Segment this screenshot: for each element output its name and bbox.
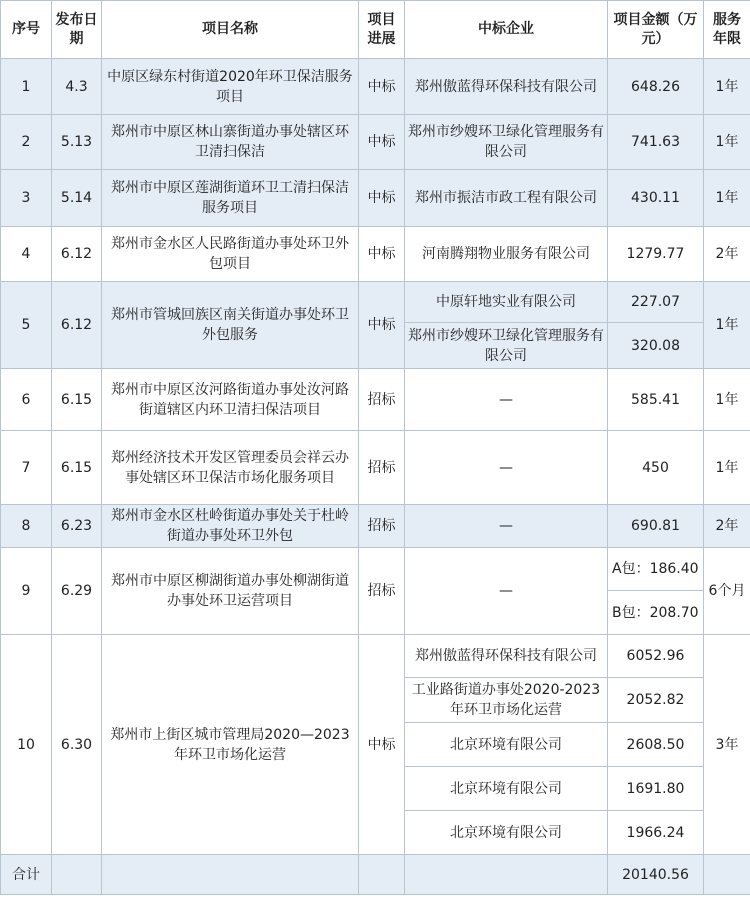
cell-date: 6.30 [52, 635, 102, 855]
cell-status: 中标 [359, 227, 405, 282]
cell-no: 2 [1, 115, 52, 170]
cell-amount: 648.26 [608, 59, 704, 115]
cell-no: 8 [1, 505, 52, 548]
cell-company: 河南腾翔物业服务有限公司 [405, 227, 608, 282]
cell-no: 7 [1, 431, 52, 505]
cell-company: 工业路街道办事处2020-2023年环卫市场化运营 [405, 678, 608, 723]
cell-name: 郑州市金水区杜岭街道办事处关于杜岭街道办事处环卫外包 [102, 505, 359, 548]
cell-company: 北京环境有限公司 [405, 723, 608, 767]
total-empty-years [704, 855, 750, 895]
cell-name: 郑州市中原区汝河路街道办事处汝河路街道辖区内环卫清扫保洁项目 [102, 369, 359, 431]
total-empty-company [405, 855, 608, 895]
cell-date: 6.12 [52, 282, 102, 369]
cell-name: 郑州市金水区人民路街道办事处环卫外包项目 [102, 227, 359, 282]
cell-status: 招标 [359, 505, 405, 548]
header-row [1, 1, 750, 59]
header-no: 序号 [1, 1, 52, 59]
table-row [1, 548, 750, 591]
cell-company: 郑州傲蓝得环保科技有限公司 [405, 59, 608, 115]
cell-amount: 6052.96 [608, 635, 704, 678]
cell-amount: 1966.24 [608, 811, 704, 855]
cell-name: 郑州市中原区林山寨街道办事处辖区环卫清扫保洁 [102, 115, 359, 170]
cell-amount: 320.08 [608, 323, 704, 369]
cell-amount: 430.11 [608, 170, 704, 227]
cell-status: 中标 [359, 115, 405, 170]
cell-company: — [405, 548, 608, 635]
cell-status: 中标 [359, 635, 405, 855]
cell-amount: 1279.77 [608, 227, 704, 282]
header-name: 项目名称 [102, 1, 359, 59]
header-amount: 项目金额（万元） [608, 1, 704, 59]
table-row [1, 170, 750, 227]
cell-amount-package-a: A包：186.40 [608, 548, 704, 591]
cell-years: 1年 [704, 282, 750, 369]
cell-years: 1年 [704, 115, 750, 170]
total-amount: 20140.56 [608, 855, 704, 895]
cell-status: 招标 [359, 369, 405, 431]
cell-company: 中原轩地实业有限公司 [405, 282, 608, 323]
cell-years: 1年 [704, 431, 750, 505]
cell-no: 10 [1, 635, 52, 855]
cell-years: 1年 [704, 170, 750, 227]
cell-years: 2年 [704, 505, 750, 548]
cell-date: 5.13 [52, 115, 102, 170]
cell-company: — [405, 431, 608, 505]
total-row [1, 855, 750, 895]
total-empty-name [102, 855, 359, 895]
cell-status: 中标 [359, 282, 405, 369]
table-row [1, 431, 750, 505]
cell-no: 6 [1, 369, 52, 431]
cell-company: 北京环境有限公司 [405, 767, 608, 811]
cell-no: 3 [1, 170, 52, 227]
cell-amount: 585.41 [608, 369, 704, 431]
cell-amount: 690.81 [608, 505, 704, 548]
cell-amount: 2608.50 [608, 723, 704, 767]
cell-amount: 450 [608, 431, 704, 505]
cell-date: 5.14 [52, 170, 102, 227]
cell-no: 5 [1, 282, 52, 369]
table-row [1, 369, 750, 431]
cell-company: 郑州市纱嫂环卫绿化管理服务有限公司 [405, 323, 608, 369]
cell-no: 1 [1, 59, 52, 115]
cell-date: 6.29 [52, 548, 102, 635]
cell-date: 6.12 [52, 227, 102, 282]
cell-name: 中原区绿东村街道2020年环卫保洁服务项目 [102, 59, 359, 115]
header-date: 发布日期 [52, 1, 102, 59]
cell-no: 9 [1, 548, 52, 635]
cell-amount-package-b: B包：208.70 [608, 591, 704, 635]
cell-name: 郑州市上街区城市管理局2020—2023年环卫市场化运营 [102, 635, 359, 855]
table-row [1, 59, 750, 115]
cell-name: 郑州经济技术开发区管理委员会祥云办事处辖区环卫保洁市场化服务项目 [102, 431, 359, 505]
cell-company: 郑州市纱嫂环卫绿化管理服务有限公司 [405, 115, 608, 170]
cell-date: 6.15 [52, 431, 102, 505]
header-years: 服务年限 [704, 1, 750, 59]
cell-name: 郑州市中原区柳湖街道办事处柳湖街道办事处环卫运营项目 [102, 548, 359, 635]
total-empty-status [359, 855, 405, 895]
cell-name: 郑州市管城回族区南关街道办事处环卫外包服务 [102, 282, 359, 369]
cell-status: 招标 [359, 431, 405, 505]
header-company: 中标企业 [405, 1, 608, 59]
cell-date: 6.15 [52, 369, 102, 431]
cell-years: 6个月 [704, 548, 750, 635]
table-row [1, 227, 750, 282]
table-row [1, 635, 750, 678]
total-label: 合计 [1, 855, 52, 895]
cell-amount: 741.63 [608, 115, 704, 170]
cell-amount: 227.07 [608, 282, 704, 323]
cell-status: 招标 [359, 548, 405, 635]
cell-date: 4.3 [52, 59, 102, 115]
table-row [1, 282, 750, 323]
cell-company: 北京环境有限公司 [405, 811, 608, 855]
cell-company: — [405, 369, 608, 431]
cell-date: 6.23 [52, 505, 102, 548]
cell-company: 郑州市振洁市政工程有限公司 [405, 170, 608, 227]
header-status: 项目进展 [359, 1, 405, 59]
cell-status: 中标 [359, 59, 405, 115]
cell-company: — [405, 505, 608, 548]
table-row [1, 115, 750, 170]
cell-status: 中标 [359, 170, 405, 227]
total-empty-date [52, 855, 102, 895]
cell-name: 郑州市中原区莲湖街道环卫工清扫保洁服务项目 [102, 170, 359, 227]
cell-no: 4 [1, 227, 52, 282]
cell-years: 2年 [704, 227, 750, 282]
cell-years: 1年 [704, 59, 750, 115]
cell-years: 1年 [704, 369, 750, 431]
cell-company: 郑州傲蓝得环保科技有限公司 [405, 635, 608, 678]
cell-years: 3年 [704, 635, 750, 855]
cell-amount: 1691.80 [608, 767, 704, 811]
cell-amount: 2052.82 [608, 678, 704, 723]
table-row [1, 505, 750, 548]
